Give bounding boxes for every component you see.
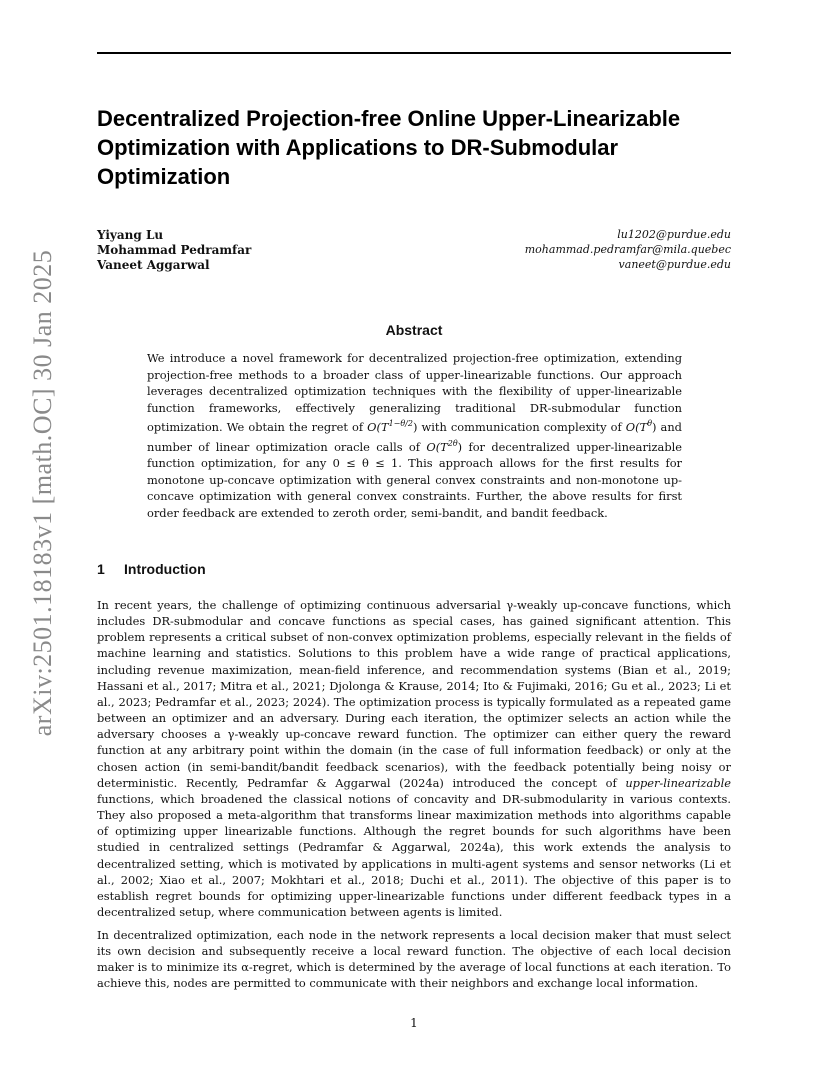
paragraph-text: In recent years, the challenge of optimizing continuous adversarial γ-weakly up-concave functions, which includes DR-submodular and concave functions as special cases, has gained significant attention. This problem represents a critical subset of non-convex optimization problems, especially relevant in the fields of machine learning and statistics. Solutions to this problem have a wide range of practical applications, including revenue maximization, mean-field inference, and recommendation systems (Bian et al., 2019; Hassani et al., 2017; Mitra et al., 2021; Djolonga & Krause, 2014; Ito & Fujimaki, 2016; Gu et al., 2023; Li et al., 2023; Pedramfar et al., 2023; 2024). The optimization process is typically formulated as a repeated game between an optimizer and an adversary. During each iteration, the optimizer selects an action while the adversary chooses a γ-weakly up-concave reward function. The optimizer can either query the reward function at any arbitrary point within the domain (in the case of full information feedback) or only at the chosen action (in semi-bandit/bandit feedback scenarios), with the feedback potentially being noisy or deterministic. Recently, Pedramfar & Aggarwal (2024a) introduced the concept of — [97, 598, 731, 790]
author-email-1[interactable]: lu1202@purdue.edu — [617, 228, 731, 241]
section-number: 1 — [97, 561, 105, 577]
author-name-1: Yiyang Lu — [97, 228, 164, 242]
math-expression-end: ) — [457, 439, 463, 454]
math-expression-end: ) — [652, 420, 657, 435]
section-heading — [97, 561, 206, 577]
section-title: Introduction — [124, 561, 206, 577]
abstract-segment: with communication complexity of — [417, 420, 626, 435]
math-superscript: 1−θ/2 — [388, 419, 413, 429]
abstract-segment: We introduce a novel framework for decentralized projection-free optimization, extending projection-free methods to a broader class of upper-linearizable functions. Our approach leverages decentralized optimization techniques with the flexibility of upper-linearizable function frameworks, effectively generalizing traditional DR-submodular function optimization. We obtain the regret of — [147, 351, 682, 435]
abstract-text — [147, 350, 682, 522]
math-superscript: θ — [647, 419, 653, 429]
math-expression-end: ) — [412, 420, 418, 435]
math-expression: O(T — [426, 439, 448, 454]
arxiv-identifier: arXiv:2501.18183v1 [math.OC] 30 Jan 2025 — [28, 249, 57, 737]
top-rule — [97, 52, 731, 54]
abstract-heading: Abstract — [385, 322, 443, 338]
paper-title: Decentralized Projection-free Online Upper-Linearizable Optimization with Applications to DR-Submodular Optimization — [97, 106, 681, 189]
author-name-2: Mohammad Pedramfar — [97, 243, 252, 257]
abstract-segment: for decentralized upper-linearizable function optimization, for any 0 ≤ θ ≤ 1. This approach allows for the first results for monotone up-concave optimization with general convex constraints and non-monotone up-concave optimization with general convex constraints. Further, the above results for first order feedback are extended to zeroth order, semi-bandit, and bandit feedback. — [147, 439, 682, 520]
page-number: 1 — [410, 1016, 418, 1030]
paragraph-text: functions, which broadened the classical notions of concavity and DR-submodularity in various contexts. They also proposed a meta-algorithm that transforms linear maximization methods into algorithms capable of optimizing upper linearizable functions. Although the regret bounds for such algorithms have been studied in centralized settings (Pedramfar & Aggarwal, 2024a), this work extends the analysis to decentralized setting, which is motivated by applications in multi-agent systems and sensor networks (Li et al., 2002; Xiao et al., 2007; Mokhtari et al., 2018; Duchi et al., 2011). The objective of this paper is to establish regret bounds for optimizing upper-linearizable functions under different feedback types in a decentralized setup, where communication between agents is limited. — [97, 791, 731, 919]
math-expression: O(T — [625, 420, 648, 435]
intro-paragraph-1 — [97, 597, 731, 920]
abstract-segment: and number of linear optimization oracle calls of — [147, 420, 682, 454]
intro-paragraph-2: In decentralized optimization, each node in the network represents a local decision maker that must select its own decision and subsequently receive a local reward function. The objective of each local decision maker is to minimize its α-regret, which is determined by the average of local functions at each iteration. To achieve this, nodes are permitted to communicate with their neighbors and exchange local information. — [97, 928, 731, 991]
math-superscript: 2θ — [447, 438, 458, 448]
math-expression: O(T — [367, 420, 389, 435]
emphasized-term: upper-linearizable — [625, 775, 731, 790]
author-email-2[interactable]: mohammad.pedramfar@mila.quebec — [524, 243, 731, 256]
author-name-3: Vaneet Aggarwal — [97, 258, 210, 272]
author-email-3[interactable]: vaneet@purdue.edu — [618, 258, 731, 271]
